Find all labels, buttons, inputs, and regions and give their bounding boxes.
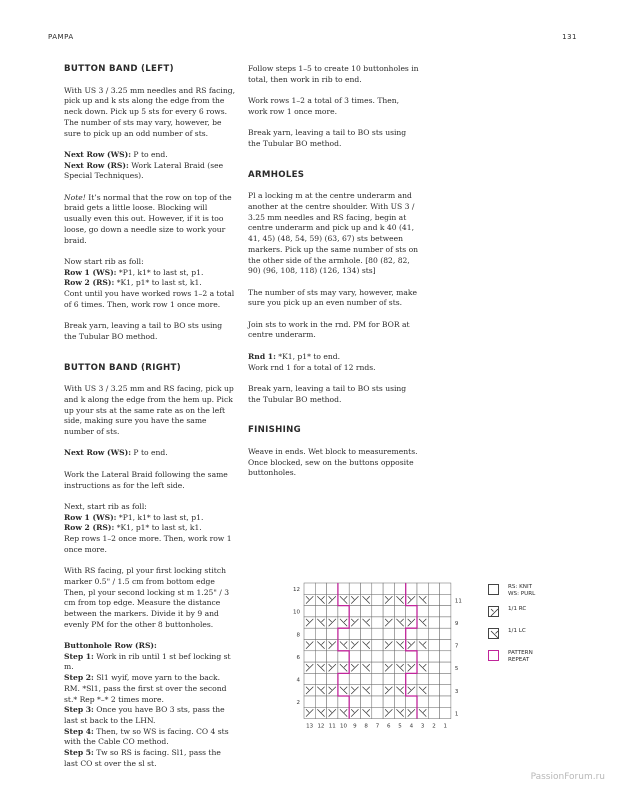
chart-cell: [428, 617, 439, 628]
chart-cell: [428, 594, 439, 605]
row-label: 2: [296, 700, 300, 707]
chart-cell: [349, 651, 360, 662]
chart-cell: [372, 617, 383, 628]
legend-knit-purl: RS: KNIT WS: PURL: [488, 584, 588, 606]
chart-cell: [304, 628, 315, 639]
pattern-title: PAMPA: [48, 33, 74, 41]
chart-cell: [361, 651, 372, 662]
chart-cell: [440, 594, 451, 605]
chart-cell: [361, 583, 372, 594]
column-label: 13: [306, 723, 314, 730]
row-label: 4: [296, 677, 300, 684]
row-label: 7: [454, 643, 459, 650]
left-column: [64, 64, 236, 780]
chart-cell: [372, 606, 383, 617]
chart-cell: [361, 673, 372, 684]
note-paragraph: Note! It’s normal that the row on top of the braid gets a little loose. Blocking will usually even this out. However, if it is too loose, go down a needle size to work your braid.: [64, 192, 232, 245]
chart-cell: [440, 583, 451, 594]
row-label: 8: [296, 632, 300, 639]
paragraph: Weave in ends. Wet block to measurements. Once blocked, sew on the buttons opposite buttonholes.: [248, 447, 418, 478]
chart-cell: [394, 628, 405, 639]
chart-cell: [383, 673, 394, 684]
chart-cell: [428, 640, 439, 651]
paragraph: Follow steps 1–5 to create 10 buttonholes in total, then work in rib to end.: [248, 64, 419, 84]
chart-cell: [406, 696, 417, 707]
chart-cell: [327, 673, 338, 684]
paragraph: Pl a locking m at the centre underarm and another at the centre shoulder. With US 3 / 3.25 mm needles and RS facing, begin at centre underarm and pick up and k 40 (41, 41, 45) (48, 54, 59) (63, 67) sts between markers. Pick up the same number of sts on the other side of the armhole. [80 (82, 82, 90) (96, 108, 118) (126, 134) sts]: [248, 191, 419, 276]
repeat-square-icon: [488, 650, 499, 661]
column-label: 8: [364, 723, 368, 730]
chart-cell: [428, 707, 439, 718]
chart-cell: [417, 606, 428, 617]
heading-armholes: ARMHOLES: [248, 169, 305, 180]
heading-finishing: FINISHING: [248, 425, 301, 436]
chart-cell: [304, 606, 315, 617]
chart-cell: [349, 673, 360, 684]
chart-cell: [428, 696, 439, 707]
chart-cell: [372, 662, 383, 673]
chart-cell: [349, 628, 360, 639]
chart-cell: [394, 583, 405, 594]
page-number: 131: [562, 33, 577, 41]
chart-cell: [361, 606, 372, 617]
chart-cell: [440, 640, 451, 651]
row-label: 12: [293, 587, 300, 594]
chart-cell: [417, 583, 428, 594]
column-label: 5: [398, 723, 402, 730]
legend-lc: 1/1 LC: [488, 628, 588, 650]
chart-cell: [417, 673, 428, 684]
paragraph: Break yarn, leaving a tail to BO sts using the Tubular BO method.: [248, 128, 407, 148]
chart-cell: [417, 696, 428, 707]
chart-cell: [406, 606, 417, 617]
chart-cell: [315, 583, 326, 594]
chart-legend: [488, 584, 588, 672]
chart-cell: [304, 673, 315, 684]
chart-cell: [361, 628, 372, 639]
heading-button-band-left: BUTTON BAND (LEFT): [64, 64, 174, 74]
chart-cell: [440, 651, 451, 662]
legend-pattern-repeat: PATTERN REPEAT: [488, 650, 588, 672]
chart-cell: [394, 696, 405, 707]
chart-cell: [383, 628, 394, 639]
chart-cell: [406, 628, 417, 639]
chart-cell: [428, 685, 439, 696]
row-label: 1: [454, 711, 459, 718]
chart-cell: [406, 651, 417, 662]
chart-cell: [417, 651, 428, 662]
chart-cell: [338, 696, 349, 707]
row-label: 6: [296, 654, 300, 661]
chart-cell: [383, 583, 394, 594]
chart-cell: [338, 673, 349, 684]
chart-cell: [428, 662, 439, 673]
row-label: 5: [454, 666, 459, 673]
chart-cell: [327, 628, 338, 639]
paragraph: Work rows 1–2 a total of 3 times. Then, work row 1 once more.: [248, 96, 400, 116]
chart-cell: [304, 696, 315, 707]
paragraph: Next, start rib as foll: Row 1 (WS): *P1, k1* to last st, p1. Row 2 (RS): *K1, p1* to last st, k1. Rep rows 1–2 once more. Then, work row 1 once more.: [64, 501, 232, 554]
chart-cell: [440, 628, 451, 639]
column-label: 3: [420, 723, 425, 730]
chart-cell: [428, 628, 439, 639]
blank-square-icon: [488, 584, 499, 595]
watermark: PassionForum.ru: [530, 772, 605, 782]
chart-cell: [383, 696, 394, 707]
chart-cell: [372, 707, 383, 718]
column-label: 11: [328, 723, 336, 730]
chart-cell: [361, 696, 372, 707]
chart-cell: [394, 673, 405, 684]
paragraph: With RS facing, pl your first locking stitch marker 0.5" / 1.5 cm from bottom edge Then, pl your second locking st m 1.25" / 3 cm from top edge. Measure the distance between the markers. Divide it by 9 and evenly PM for the other 8 buttonholes.: [64, 566, 230, 629]
chart-svg: [290, 580, 470, 740]
chart-cell: [372, 685, 383, 696]
chart-cell: [304, 651, 315, 662]
chart-cell: [372, 628, 383, 639]
chart-cell: [372, 673, 383, 684]
column-label: 9: [353, 723, 357, 730]
chart-cell: [440, 606, 451, 617]
chart-cell: [349, 606, 360, 617]
chart-cell: [349, 583, 360, 594]
column-label: 6: [387, 723, 391, 730]
chart-cell: [338, 628, 349, 639]
paragraph: With US 3 / 3.25 mm and RS facing, pick up and k along the edge from the hem up. Pick up your sts at the same rate as on the left side, making sure you have the same number of sts.: [64, 384, 234, 437]
legend-rc: 1/1 RC: [488, 606, 588, 628]
chart-cell: [327, 651, 338, 662]
right-cross-icon: [488, 606, 499, 617]
chart-cell: [315, 673, 326, 684]
chart-cell: [315, 606, 326, 617]
chart-cell: [372, 594, 383, 605]
chart-cell: [338, 651, 349, 662]
paragraph: Next Row (WS): P to end.: [64, 448, 168, 458]
column-label: 1: [443, 723, 447, 730]
right-column: [248, 64, 420, 490]
row-label: 3: [454, 688, 459, 695]
chart-cell: [327, 583, 338, 594]
chart-cell: [372, 651, 383, 662]
page-header: [48, 33, 577, 45]
chart-cell: [440, 673, 451, 684]
chart-cell: [440, 707, 451, 718]
chart-cell: [440, 617, 451, 628]
chart-cell: [428, 673, 439, 684]
chart-cell: [394, 651, 405, 662]
paragraph: Break yarn, leaving a tail to BO sts using the Tubular BO method.: [248, 383, 407, 404]
chart-cell: [383, 606, 394, 617]
chart-cell: [372, 696, 383, 707]
column-label: 12: [317, 723, 325, 730]
buttonhole-steps: Buttonhole Row (RS): Step 1: Work in rib until 1 st bef locking st m. Step 2: Sl1 wyif, move yarn to the back. RM. *Sl1, pass the first st over the second st.* Rep *–* 2 times more. Step 3: Once you have BO 3 sts, pass the last st back to the LHN. Step 4: Then, tw so WS is facing. CO 4 sts with the Cable CO method. Step 5: Tw so RS is facing. Sl1, pass the last CO st over the sl st.: [64, 641, 231, 768]
chart-cell: [349, 696, 360, 707]
row-label: Next Row (RS):: [64, 160, 129, 170]
chart-cell: [440, 662, 451, 673]
heading-button-band-right: BUTTON BAND (RIGHT): [64, 362, 181, 373]
chart-cell: [406, 583, 417, 594]
column-label: 4: [409, 723, 414, 730]
chart-cell: [428, 606, 439, 617]
row-label: Next Row (WS):: [64, 149, 132, 159]
chart-cell: [372, 583, 383, 594]
paragraph: The number of sts may vary, however, make sure you pick up an even number of sts.: [248, 287, 417, 308]
column-label: 2: [432, 723, 436, 730]
chart-cell: [338, 583, 349, 594]
column-label: 7: [375, 723, 380, 730]
chart-cell: [372, 640, 383, 651]
chart-cell: [428, 651, 439, 662]
chart-cell: [383, 651, 394, 662]
chart-cell: [315, 651, 326, 662]
chart-cell: [394, 606, 405, 617]
row-label: 9: [454, 621, 459, 628]
paragraph: Rnd 1: *K1, p1* to end. Work rnd 1 for a total of 12 rnds.: [248, 351, 376, 372]
chart-cell: [440, 685, 451, 696]
paragraph: Join sts to work in the rnd. PM for BOR at centre underarm.: [248, 319, 410, 340]
paragraph: With US 3 / 3.25 mm needles and RS facing, pick up and k sts along the edge from the neck down. Pick up 5 sts for every 6 rows. The number of sts may vary, however, be sure to pick up an odd number of sts.: [64, 85, 236, 138]
chart-cell: [417, 628, 428, 639]
chart-cell: [304, 583, 315, 594]
row-label: 10: [293, 609, 300, 616]
column-label: 10: [340, 723, 348, 730]
chart-cell: [315, 696, 326, 707]
chart-cell: [440, 696, 451, 707]
knitting-chart: [290, 580, 470, 740]
left-cross-icon: [488, 628, 499, 639]
paragraph: Break yarn, leaving a tail to BO sts using the Tubular BO method.: [64, 321, 223, 341]
row-label: 11: [454, 598, 462, 605]
chart-cell: [327, 606, 338, 617]
chart-cell: [327, 696, 338, 707]
paragraph: Next Row (WS): P to end. Next Row (RS): Work Lateral Braid (see Special Techniques).: [64, 149, 224, 181]
paragraph: Work the Lateral Braid following the same instructions as for the left side.: [64, 469, 228, 490]
chart-cell: [406, 673, 417, 684]
chart-cell: [315, 628, 326, 639]
paragraph: Now start rib as foll: Row 1 (WS): *P1, k1* to last st, p1. Row 2 (RS): *K1, p1* to last st, k1. Cont until you have worked rows 1–2 a total of 6 times. Then, work row 1 once more.: [64, 256, 235, 309]
chart-cell: [428, 583, 439, 594]
chart-cell: [338, 606, 349, 617]
